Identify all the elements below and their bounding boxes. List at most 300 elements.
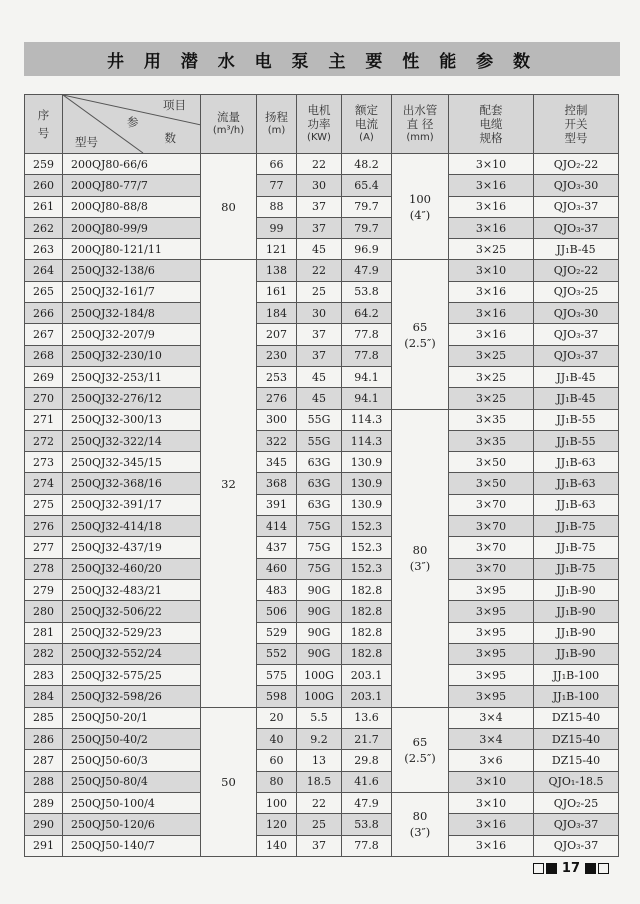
cell-current: 77.8 bbox=[342, 345, 392, 366]
cell-seq: 276 bbox=[25, 516, 63, 537]
cell-cable: 3×95 bbox=[449, 686, 534, 707]
cell-seq: 261 bbox=[25, 196, 63, 217]
cell-cable: 3×95 bbox=[449, 665, 534, 686]
table-row bbox=[25, 473, 619, 494]
cell-cable: 3×25 bbox=[449, 345, 534, 366]
cell-switch: QJO₂-22 bbox=[534, 154, 619, 175]
cell-head: 230 bbox=[257, 345, 297, 366]
square-filled-icon bbox=[585, 863, 596, 874]
table-row bbox=[25, 430, 619, 451]
table-row bbox=[25, 750, 619, 771]
table-row bbox=[25, 537, 619, 558]
cell-switch: JJ₁B-63 bbox=[534, 494, 619, 515]
cell-power: 90G bbox=[297, 643, 342, 664]
cell-seq: 271 bbox=[25, 409, 63, 430]
outlet-mm: 80 bbox=[412, 809, 428, 824]
cell-current: 152.3 bbox=[342, 537, 392, 558]
table-row bbox=[25, 452, 619, 473]
table-row bbox=[25, 835, 619, 856]
table-row bbox=[25, 324, 619, 345]
cell-head: 368 bbox=[257, 473, 297, 494]
cell-model: 250QJ50-100/4 bbox=[63, 792, 201, 813]
header-head: 扬程 (m) bbox=[257, 95, 297, 154]
cell-seq: 277 bbox=[25, 537, 63, 558]
cell-head: 60 bbox=[257, 750, 297, 771]
table-row bbox=[25, 814, 619, 835]
header-param-label: 参 bbox=[127, 115, 139, 129]
outlet-inch: (2.5″) bbox=[404, 335, 436, 350]
cell-head: 575 bbox=[257, 665, 297, 686]
cell-current: 65.4 bbox=[342, 175, 392, 196]
header-diagonal-cell bbox=[63, 95, 201, 154]
cell-current: 182.8 bbox=[342, 601, 392, 622]
cell-model: 250QJ32-138/6 bbox=[63, 260, 201, 281]
cell-head: 184 bbox=[257, 303, 297, 324]
cell-seq: 266 bbox=[25, 303, 63, 324]
square-filled-icon bbox=[546, 863, 557, 874]
cell-power: 25 bbox=[297, 814, 342, 835]
cell-seq: 272 bbox=[25, 430, 63, 451]
cell-model: 200QJ80-121/11 bbox=[63, 239, 201, 260]
cell-seq: 268 bbox=[25, 345, 63, 366]
table-row bbox=[25, 558, 619, 579]
cell-model: 250QJ50-60/3 bbox=[63, 750, 201, 771]
cell-model: 250QJ50-80/4 bbox=[63, 771, 201, 792]
cell-switch: DZ15-40 bbox=[534, 707, 619, 728]
cell-model: 250QJ32-276/12 bbox=[63, 388, 201, 409]
cell-current: 203.1 bbox=[342, 665, 392, 686]
page-number: 17 bbox=[561, 861, 580, 876]
cell-model: 200QJ80-88/8 bbox=[63, 196, 201, 217]
cell-head: 276 bbox=[257, 388, 297, 409]
cell-current: 41.6 bbox=[342, 771, 392, 792]
cell-model: 250QJ32-460/20 bbox=[63, 558, 201, 579]
cell-power: 18.5 bbox=[297, 771, 342, 792]
table-row bbox=[25, 260, 619, 281]
cell-power: 30 bbox=[297, 175, 342, 196]
cell-head: 140 bbox=[257, 835, 297, 856]
cell-model: 200QJ80-99/9 bbox=[63, 217, 201, 238]
cell-seq: 287 bbox=[25, 750, 63, 771]
cell-cable: 3×95 bbox=[449, 622, 534, 643]
header-outlet: 出水管直 径 (mm) bbox=[392, 95, 449, 154]
cell-current: 182.8 bbox=[342, 643, 392, 664]
cell-current: 114.3 bbox=[342, 430, 392, 451]
performance-table-wrapper bbox=[24, 94, 618, 857]
cell-cable: 3×4 bbox=[449, 707, 534, 728]
cell-power: 90G bbox=[297, 579, 342, 600]
header-row bbox=[25, 95, 619, 154]
cell-head: 161 bbox=[257, 281, 297, 302]
cell-model: 250QJ32-598/26 bbox=[63, 686, 201, 707]
cell-model: 250QJ32-368/16 bbox=[63, 473, 201, 494]
cell-switch: JJ₁B-100 bbox=[534, 665, 619, 686]
cell-outlet bbox=[392, 154, 449, 260]
cell-switch: QJO₃-37 bbox=[534, 345, 619, 366]
cell-current: 21.7 bbox=[342, 729, 392, 750]
cell-power: 63G bbox=[297, 452, 342, 473]
cell-current: 152.3 bbox=[342, 516, 392, 537]
header-flow: 流量 (m³/h) bbox=[201, 95, 257, 154]
table-row bbox=[25, 579, 619, 600]
cell-power: 90G bbox=[297, 601, 342, 622]
table-row bbox=[25, 707, 619, 728]
cell-current: 64.2 bbox=[342, 303, 392, 324]
cell-head: 253 bbox=[257, 366, 297, 387]
outlet-inch: (3″) bbox=[409, 559, 431, 574]
cell-seq: 281 bbox=[25, 622, 63, 643]
table-row bbox=[25, 686, 619, 707]
table-row bbox=[25, 196, 619, 217]
cell-power: 90G bbox=[297, 622, 342, 643]
cell-cable: 3×70 bbox=[449, 537, 534, 558]
cell-switch: JJ₁B-45 bbox=[534, 366, 619, 387]
table-body bbox=[25, 154, 619, 857]
cell-switch: QJO₂-25 bbox=[534, 792, 619, 813]
cell-power: 100G bbox=[297, 665, 342, 686]
cell-switch: JJ₁B-90 bbox=[534, 601, 619, 622]
cell-model: 250QJ32-483/21 bbox=[63, 579, 201, 600]
cell-seq: 290 bbox=[25, 814, 63, 835]
cell-power: 37 bbox=[297, 324, 342, 345]
cell-power: 63G bbox=[297, 494, 342, 515]
cell-current: 130.9 bbox=[342, 494, 392, 515]
cell-outlet bbox=[392, 409, 449, 707]
cell-head: 483 bbox=[257, 579, 297, 600]
cell-head: 20 bbox=[257, 707, 297, 728]
cell-model: 250QJ50-20/1 bbox=[63, 707, 201, 728]
cell-switch: DZ15-40 bbox=[534, 729, 619, 750]
cell-switch: JJ₁B-45 bbox=[534, 388, 619, 409]
cell-seq: 288 bbox=[25, 771, 63, 792]
cell-head: 414 bbox=[257, 516, 297, 537]
header-cable: 配套电缆规格 bbox=[449, 95, 534, 154]
cell-current: 182.8 bbox=[342, 579, 392, 600]
cell-seq: 262 bbox=[25, 217, 63, 238]
cell-cable: 3×16 bbox=[449, 175, 534, 196]
table-row bbox=[25, 729, 619, 750]
cell-power: 37 bbox=[297, 196, 342, 217]
cell-power: 13 bbox=[297, 750, 342, 771]
cell-power: 75G bbox=[297, 516, 342, 537]
cell-power: 37 bbox=[297, 345, 342, 366]
cell-switch: QJO₃-37 bbox=[534, 814, 619, 835]
cell-cable: 3×16 bbox=[449, 281, 534, 302]
cell-cable: 3×35 bbox=[449, 430, 534, 451]
outlet-mm: 65 bbox=[412, 734, 428, 749]
cell-model: 250QJ32-345/15 bbox=[63, 452, 201, 473]
cell-head: 506 bbox=[257, 601, 297, 622]
cell-head: 99 bbox=[257, 217, 297, 238]
cell-head: 460 bbox=[257, 558, 297, 579]
cell-switch: JJ₁B-63 bbox=[534, 473, 619, 494]
cell-model: 250QJ50-140/7 bbox=[63, 835, 201, 856]
cell-head: 88 bbox=[257, 196, 297, 217]
square-outline-icon bbox=[598, 863, 609, 874]
table-row bbox=[25, 665, 619, 686]
table-row bbox=[25, 792, 619, 813]
cell-cable: 3×16 bbox=[449, 196, 534, 217]
cell-cable: 3×35 bbox=[449, 409, 534, 430]
cell-model: 250QJ32-230/10 bbox=[63, 345, 201, 366]
cell-cable: 3×16 bbox=[449, 217, 534, 238]
cell-outlet bbox=[392, 707, 449, 792]
table-row bbox=[25, 494, 619, 515]
cell-power: 5.5 bbox=[297, 707, 342, 728]
cell-switch: JJ₁B-63 bbox=[534, 452, 619, 473]
cell-flow: 50 bbox=[201, 707, 257, 856]
cell-switch: QJO₂-22 bbox=[534, 260, 619, 281]
outlet-inch: (3″) bbox=[409, 825, 431, 840]
cell-current: 48.2 bbox=[342, 154, 392, 175]
table-row bbox=[25, 601, 619, 622]
cell-cable: 3×10 bbox=[449, 792, 534, 813]
cell-current: 79.7 bbox=[342, 196, 392, 217]
table-row bbox=[25, 643, 619, 664]
cell-seq: 283 bbox=[25, 665, 63, 686]
cell-head: 207 bbox=[257, 324, 297, 345]
cell-seq: 265 bbox=[25, 281, 63, 302]
cell-model: 200QJ80-77/7 bbox=[63, 175, 201, 196]
cell-cable: 3×16 bbox=[449, 324, 534, 345]
cell-current: 79.7 bbox=[342, 217, 392, 238]
cell-seq: 286 bbox=[25, 729, 63, 750]
cell-switch: JJ₁B-75 bbox=[534, 558, 619, 579]
table-row bbox=[25, 175, 619, 196]
cell-seq: 278 bbox=[25, 558, 63, 579]
cell-outlet bbox=[392, 260, 449, 409]
cell-cable: 3×16 bbox=[449, 835, 534, 856]
cell-seq: 274 bbox=[25, 473, 63, 494]
cell-head: 345 bbox=[257, 452, 297, 473]
cell-flow: 32 bbox=[201, 260, 257, 707]
cell-model: 250QJ32-506/22 bbox=[63, 601, 201, 622]
cell-cable: 3×10 bbox=[449, 771, 534, 792]
cell-current: 152.3 bbox=[342, 558, 392, 579]
table-row bbox=[25, 217, 619, 238]
cell-cable: 3×25 bbox=[449, 366, 534, 387]
cell-current: 130.9 bbox=[342, 452, 392, 473]
header-model-label: 型号 bbox=[75, 135, 98, 149]
cell-head: 391 bbox=[257, 494, 297, 515]
cell-seq: 275 bbox=[25, 494, 63, 515]
cell-model: 250QJ32-437/19 bbox=[63, 537, 201, 558]
square-outline-icon bbox=[533, 863, 544, 874]
cell-cable: 3×50 bbox=[449, 452, 534, 473]
cell-current: 53.8 bbox=[342, 814, 392, 835]
cell-seq: 284 bbox=[25, 686, 63, 707]
cell-current: 94.1 bbox=[342, 366, 392, 387]
cell-power: 30 bbox=[297, 303, 342, 324]
cell-head: 120 bbox=[257, 814, 297, 835]
cell-head: 437 bbox=[257, 537, 297, 558]
cell-model: 250QJ32-300/13 bbox=[63, 409, 201, 430]
cell-cable: 3×10 bbox=[449, 260, 534, 281]
cell-seq: 267 bbox=[25, 324, 63, 345]
cell-cable: 3×6 bbox=[449, 750, 534, 771]
cell-switch: DZ15-40 bbox=[534, 750, 619, 771]
table-row bbox=[25, 281, 619, 302]
table-row bbox=[25, 516, 619, 537]
cell-current: 47.9 bbox=[342, 260, 392, 281]
cell-head: 552 bbox=[257, 643, 297, 664]
cell-seq: 280 bbox=[25, 601, 63, 622]
cell-switch: JJ₁B-75 bbox=[534, 516, 619, 537]
cell-switch: JJ₁B-55 bbox=[534, 430, 619, 451]
cell-current: 182.8 bbox=[342, 622, 392, 643]
header-power: 电机功率 (KW) bbox=[297, 95, 342, 154]
cell-power: 45 bbox=[297, 388, 342, 409]
cell-switch: QJO₁-18.5 bbox=[534, 771, 619, 792]
cell-model: 250QJ32-391/17 bbox=[63, 494, 201, 515]
page-footer bbox=[532, 861, 610, 876]
cell-model: 250QJ32-552/24 bbox=[63, 643, 201, 664]
table-row bbox=[25, 303, 619, 324]
cell-seq: 289 bbox=[25, 792, 63, 813]
cell-current: 13.6 bbox=[342, 707, 392, 728]
cell-power: 25 bbox=[297, 281, 342, 302]
cell-switch: QJO₃-25 bbox=[534, 281, 619, 302]
cell-seq: 264 bbox=[25, 260, 63, 281]
page-title: 井 用 潜 水 电 泵 主 要 性 能 参 数 bbox=[106, 51, 538, 72]
cell-cable: 3×16 bbox=[449, 303, 534, 324]
cell-cable: 3×25 bbox=[449, 388, 534, 409]
cell-seq: 279 bbox=[25, 579, 63, 600]
cell-cable: 3×4 bbox=[449, 729, 534, 750]
cell-head: 66 bbox=[257, 154, 297, 175]
cell-model: 250QJ32-575/25 bbox=[63, 665, 201, 686]
cell-power: 22 bbox=[297, 792, 342, 813]
cell-head: 100 bbox=[257, 792, 297, 813]
cell-head: 322 bbox=[257, 430, 297, 451]
cell-model: 250QJ32-253/11 bbox=[63, 366, 201, 387]
cell-switch: JJ₁B-100 bbox=[534, 686, 619, 707]
cell-seq: 285 bbox=[25, 707, 63, 728]
table-row bbox=[25, 622, 619, 643]
cell-cable: 3×50 bbox=[449, 473, 534, 494]
outlet-mm: 65 bbox=[412, 319, 428, 334]
cell-switch: QJO₃-37 bbox=[534, 324, 619, 345]
cell-switch: JJ₁B-90 bbox=[534, 579, 619, 600]
cell-switch: JJ₁B-45 bbox=[534, 239, 619, 260]
performance-table bbox=[24, 94, 619, 857]
table-row bbox=[25, 345, 619, 366]
cell-model: 250QJ32-207/9 bbox=[63, 324, 201, 345]
cell-model: 250QJ32-184/8 bbox=[63, 303, 201, 324]
outlet-inch: (2.5″) bbox=[404, 750, 436, 765]
cell-seq: 259 bbox=[25, 154, 63, 175]
outlet-mm: 100 bbox=[409, 191, 431, 206]
cell-cable: 3×70 bbox=[449, 494, 534, 515]
cell-power: 37 bbox=[297, 217, 342, 238]
table-row bbox=[25, 409, 619, 430]
cell-cable: 3×95 bbox=[449, 601, 534, 622]
header-current: 额定电流 (A) bbox=[342, 95, 392, 154]
cell-current: 94.1 bbox=[342, 388, 392, 409]
cell-switch: QJO₃-37 bbox=[534, 196, 619, 217]
table-row bbox=[25, 239, 619, 260]
cell-switch: QJO₃-30 bbox=[534, 175, 619, 196]
cell-model: 250QJ32-414/18 bbox=[63, 516, 201, 537]
cell-model: 250QJ50-120/6 bbox=[63, 814, 201, 835]
cell-seq: 269 bbox=[25, 366, 63, 387]
header-num-label: 数 bbox=[164, 131, 176, 145]
cell-current: 130.9 bbox=[342, 473, 392, 494]
cell-head: 598 bbox=[257, 686, 297, 707]
cell-head: 138 bbox=[257, 260, 297, 281]
cell-head: 77 bbox=[257, 175, 297, 196]
header-seq: 序号 bbox=[25, 95, 63, 154]
cell-power: 55G bbox=[297, 409, 342, 430]
cell-current: 53.8 bbox=[342, 281, 392, 302]
cell-current: 77.8 bbox=[342, 324, 392, 345]
cell-seq: 282 bbox=[25, 643, 63, 664]
cell-model: 250QJ32-529/23 bbox=[63, 622, 201, 643]
cell-seq: 291 bbox=[25, 835, 63, 856]
cell-switch: QJO₃-37 bbox=[534, 217, 619, 238]
outlet-mm: 80 bbox=[412, 543, 428, 558]
cell-seq: 270 bbox=[25, 388, 63, 409]
cell-current: 114.3 bbox=[342, 409, 392, 430]
cell-switch: JJ₁B-75 bbox=[534, 537, 619, 558]
header-switch: 控制开关型号 bbox=[534, 95, 619, 154]
cell-head: 300 bbox=[257, 409, 297, 430]
cell-current: 77.8 bbox=[342, 835, 392, 856]
cell-power: 75G bbox=[297, 537, 342, 558]
table-row bbox=[25, 388, 619, 409]
cell-power: 100G bbox=[297, 686, 342, 707]
cell-current: 47.9 bbox=[342, 792, 392, 813]
cell-power: 37 bbox=[297, 835, 342, 856]
cell-current: 96.9 bbox=[342, 239, 392, 260]
cell-seq: 273 bbox=[25, 452, 63, 473]
cell-cable: 3×95 bbox=[449, 579, 534, 600]
cell-outlet bbox=[392, 792, 449, 856]
cell-current: 203.1 bbox=[342, 686, 392, 707]
cell-power: 63G bbox=[297, 473, 342, 494]
cell-head: 40 bbox=[257, 729, 297, 750]
table-row bbox=[25, 366, 619, 387]
cell-cable: 3×10 bbox=[449, 154, 534, 175]
cell-power: 45 bbox=[297, 366, 342, 387]
cell-current: 29.8 bbox=[342, 750, 392, 771]
cell-switch: QJO₃-30 bbox=[534, 303, 619, 324]
cell-cable: 3×70 bbox=[449, 558, 534, 579]
cell-switch: JJ₁B-90 bbox=[534, 622, 619, 643]
cell-cable: 3×95 bbox=[449, 643, 534, 664]
cell-power: 22 bbox=[297, 154, 342, 175]
cell-power: 55G bbox=[297, 430, 342, 451]
cell-seq: 263 bbox=[25, 239, 63, 260]
outlet-inch: (4″) bbox=[409, 207, 431, 222]
cell-head: 121 bbox=[257, 239, 297, 260]
cell-head: 80 bbox=[257, 771, 297, 792]
cell-seq: 260 bbox=[25, 175, 63, 196]
cell-switch: JJ₁B-55 bbox=[534, 409, 619, 430]
cell-power: 9.2 bbox=[297, 729, 342, 750]
table-row bbox=[25, 154, 619, 175]
cell-flow: 80 bbox=[201, 154, 257, 260]
page-title-bar bbox=[24, 42, 620, 76]
cell-power: 45 bbox=[297, 239, 342, 260]
cell-cable: 3×25 bbox=[449, 239, 534, 260]
cell-model: 200QJ80-66/6 bbox=[63, 154, 201, 175]
cell-model: 250QJ50-40/2 bbox=[63, 729, 201, 750]
header-item-label: 项目 bbox=[163, 98, 186, 112]
cell-model: 250QJ32-161/7 bbox=[63, 281, 201, 302]
table-row bbox=[25, 771, 619, 792]
cell-head: 529 bbox=[257, 622, 297, 643]
